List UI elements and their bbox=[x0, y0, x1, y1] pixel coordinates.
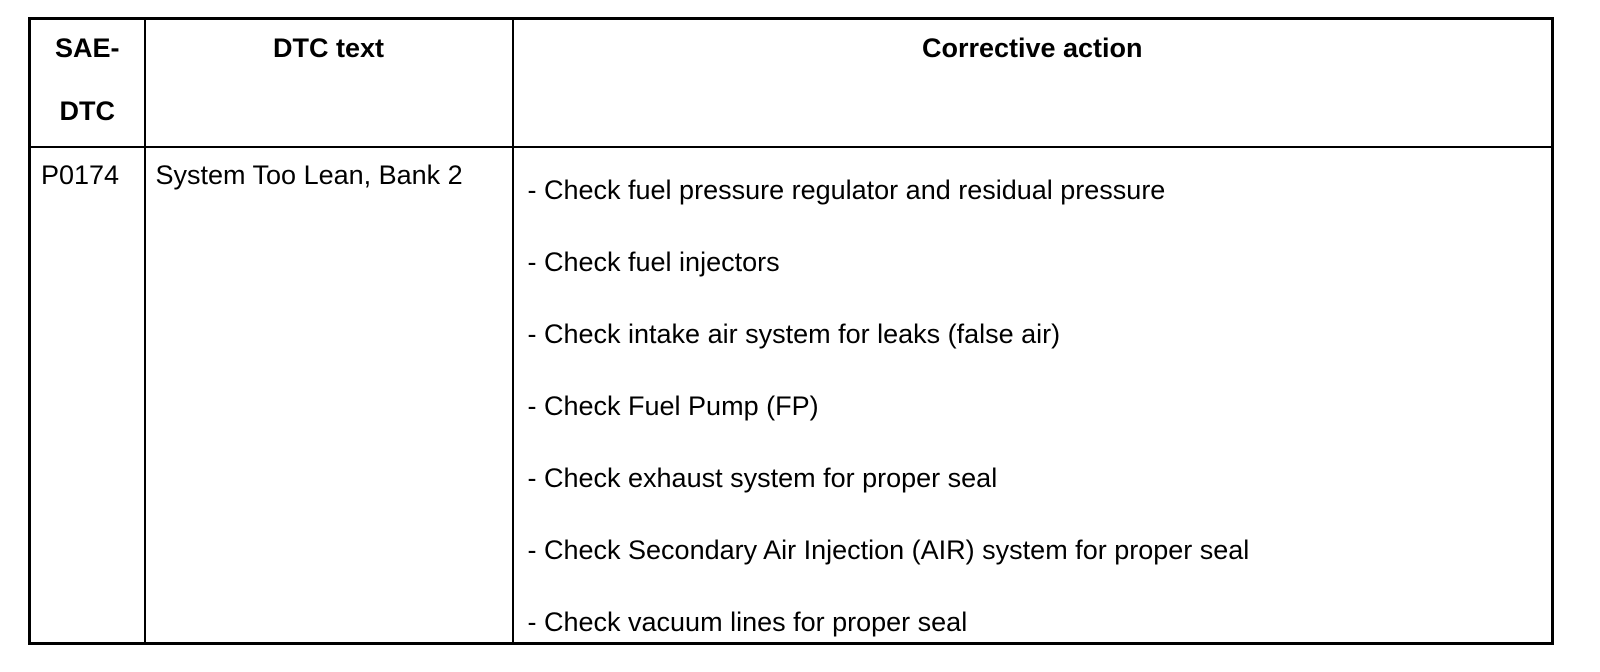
corrective-action-item: - Check fuel injectors bbox=[527, 247, 780, 277]
dtc-table bbox=[28, 17, 1554, 645]
table-header bbox=[30, 19, 1553, 148]
corrective-action-item: - Check fuel pressure regulator and residual pressure bbox=[527, 175, 1166, 205]
header-sae-dtc-line1: SAE- bbox=[54, 33, 120, 63]
header-dtc-text bbox=[145, 19, 513, 148]
header-sae-dtc bbox=[30, 19, 145, 148]
corrective-action-cell bbox=[513, 147, 1553, 644]
dtc-code-cell: P0174 bbox=[30, 147, 145, 644]
header-dtc-text-label: DTC text bbox=[272, 33, 384, 63]
corrective-action-item: - Check exhaust system for proper seal bbox=[527, 463, 998, 493]
header-corrective-action bbox=[513, 19, 1553, 148]
corrective-action-item: - Check intake air system for leaks (false air) bbox=[527, 319, 1061, 349]
header-row bbox=[30, 19, 1553, 148]
corrective-action-list bbox=[528, 172, 1552, 640]
header-corrective-action-label: Corrective action bbox=[921, 33, 1143, 63]
table-body bbox=[30, 147, 1553, 644]
dtc-text-cell: System Too Lean, Bank 2 bbox=[145, 147, 513, 644]
header-sae-dtc-line2: DTC bbox=[59, 96, 115, 126]
table-row bbox=[30, 147, 1553, 644]
corrective-action-item: - Check Fuel Pump (FP) bbox=[527, 391, 819, 421]
corrective-action-item: - Check Secondary Air Injection (AIR) system for proper seal bbox=[527, 535, 1250, 565]
corrective-action-item: - Check vacuum lines for proper seal bbox=[527, 607, 968, 637]
